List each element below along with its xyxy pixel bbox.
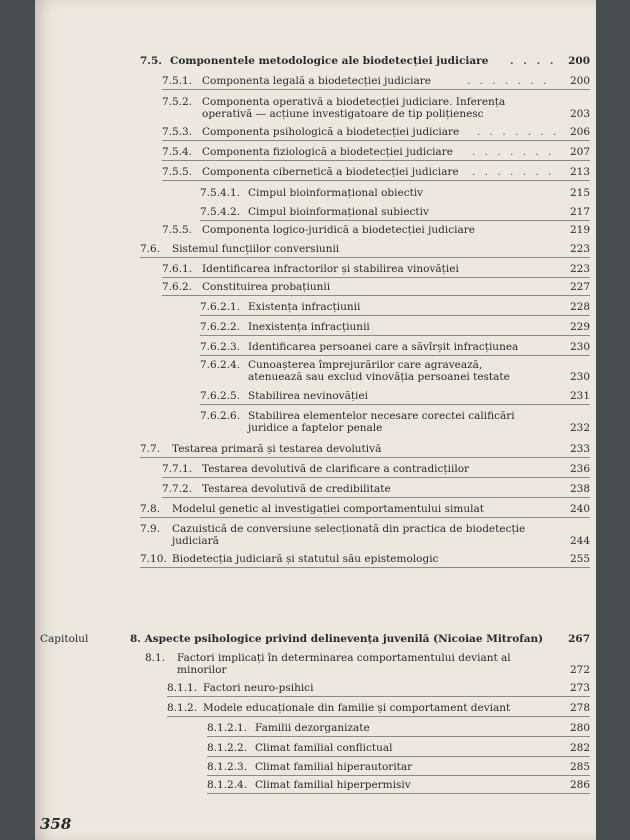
entry-number: 7.7.2.	[162, 483, 193, 495]
entry-number: 7.5.5.	[162, 166, 193, 178]
entry-number: 7.6.2.1.	[200, 301, 241, 313]
entry-number: 7.6.2.4.	[200, 359, 241, 371]
entry-number: 7.9.	[140, 523, 161, 535]
entry-title: Constituirea probațiunii	[202, 281, 331, 293]
toc-entry	[162, 96, 590, 122]
entry-number: 8.1.1.	[167, 682, 198, 694]
entry-number: 7.5.4.2.	[200, 206, 241, 218]
entry-title: Componenta psihologică a biodetecției judiciare	[202, 126, 460, 138]
entry-title: Componenta operativă a biodetecției judiciare. Inferența operativă — acțiune investigatoare de tip polițienesc	[202, 96, 506, 120]
toc-entry	[207, 779, 590, 794]
entry-page: 286	[569, 779, 590, 791]
chapter-label: Capitolul	[40, 633, 89, 645]
entry-page: 229	[569, 321, 590, 333]
entry-title: Existența infracțiunii	[248, 301, 361, 313]
entry-title: Testarea devolutivă de credibilitate	[202, 483, 391, 495]
entry-number: 7.5.1.	[162, 75, 193, 87]
toc-entry	[140, 503, 590, 518]
toc-entry	[162, 463, 590, 478]
leader-dots: . . . . . . .	[472, 146, 555, 158]
entry-number: 7.6.	[140, 243, 161, 255]
entry-number: 7.5.4.	[162, 146, 193, 158]
toc-entry	[207, 742, 590, 757]
chapter-title: 8. Aspecte psihologice privind delinevența juvenilă (Nicoiae Mitrofan)	[130, 633, 544, 645]
entry-title: Modelul genetic al investigației comportamentului simulat	[172, 503, 484, 515]
entry-title: Componenta cibernetică a biodetecției judiciare	[202, 166, 459, 178]
entry-title: Componenta legală a biodetecției judiciare	[202, 75, 431, 87]
entry-title: Testarea devolutivă de clarificare a contradicțiilor	[202, 463, 470, 475]
entry-page: 213	[569, 166, 590, 178]
entry-number: 7.5.	[140, 55, 162, 67]
entry-title: Componenta fiziologică a biodetecției judiciare	[202, 146, 453, 158]
entry-number: 8.1.	[145, 652, 166, 664]
entry-number: 8.1.2.1.	[207, 722, 248, 734]
toc-entry	[145, 652, 590, 678]
entry-page: 223	[569, 243, 590, 255]
entry-title: Biodetecția judiciară și statutul său epistemologic	[172, 553, 439, 565]
entry-title: Stabilirea elementelor necesare corectei calificări juridice a faptelor penale	[248, 410, 515, 434]
entry-page: 273	[569, 682, 590, 694]
entry-number: 7.8.	[140, 503, 161, 515]
entry-page: 207	[569, 146, 590, 158]
entry-number: 8.1.2.2.	[207, 742, 248, 754]
entry-title: Familii dezorganizate	[255, 722, 370, 734]
entry-number: 7.5.3.	[162, 126, 193, 138]
toc-entry	[200, 410, 590, 436]
entry-title: Cazuistică de conversiune selecționată din practica de biodetecție judiciară	[172, 523, 526, 547]
entry-number: 7.5.4.1.	[200, 187, 241, 199]
toc-entry	[200, 187, 590, 201]
leader-dots: . . . . . . .	[467, 75, 550, 87]
entry-page: 244	[569, 535, 590, 547]
entry-title: Climat familial hiperautoritar	[255, 761, 413, 773]
entry-page: 233	[569, 443, 590, 455]
entry-title: Modele educaționale din familie și comportament deviant	[203, 702, 511, 714]
entry-page: 230	[569, 341, 590, 353]
entry-title: Componenta logico-juridică a biodetecției judiciare	[202, 224, 475, 236]
entry-page: 280	[569, 722, 590, 734]
leader-dots: . . . . . . .	[477, 126, 560, 138]
entry-number: 8.1.2.4.	[207, 779, 248, 791]
toc-entry	[207, 722, 590, 737]
toc-entry	[167, 682, 590, 697]
toc-entry	[140, 243, 590, 258]
toc-entry	[200, 301, 590, 316]
entry-page: 217	[569, 206, 590, 218]
entry-page: 236	[569, 463, 590, 475]
entry-number: 7.6.1.	[162, 263, 193, 275]
entry-number: 7.6.2.6.	[200, 410, 241, 422]
toc-entry	[140, 553, 590, 568]
entry-page: 227	[569, 281, 590, 293]
entry-title: Stabilirea nevinovăției	[248, 390, 368, 402]
toc-entry	[140, 523, 590, 549]
entry-number: 7.10.	[140, 553, 167, 565]
entry-page: 232	[569, 422, 590, 434]
entry-page: 228	[569, 301, 590, 313]
entry-title: Identificarea infractorilor și stabilirea vinovăției	[202, 263, 459, 275]
entry-page: 215	[569, 187, 590, 199]
entry-title: Componentele metodologice ale biodetecției judiciare	[170, 55, 489, 67]
entry-title: Factori neuro-psihici	[203, 682, 314, 694]
entry-page: 219	[569, 224, 590, 236]
entry-page: 200	[569, 75, 590, 87]
entry-number: 7.7.1.	[162, 463, 193, 475]
entry-page: 240	[569, 503, 590, 515]
toc-entry	[200, 359, 590, 385]
entry-title: Factori implicați în determinarea comportamentului deviant al minorilor	[177, 652, 511, 676]
entry-number: 8.1.2.3.	[207, 761, 248, 773]
entry-number: 7.6.2.5.	[200, 390, 241, 402]
entry-number: 7.6.2.3.	[200, 341, 241, 353]
entry-number: 7.6.2.	[162, 281, 193, 293]
toc-entry	[162, 483, 590, 498]
entry-page: 255	[569, 553, 590, 565]
entry-number: 7.5.2.	[162, 96, 193, 108]
entry-number: 7.7.	[140, 443, 161, 455]
toc-entry	[167, 702, 590, 717]
toc-entry	[200, 341, 590, 356]
entry-page: 230	[569, 371, 590, 383]
page-number: 358	[40, 815, 72, 833]
toc-entry	[162, 126, 590, 141]
entry-number: 7.5.5.	[162, 224, 193, 236]
entry-title: Climat familial conflictual	[255, 742, 393, 754]
toc-entry	[162, 281, 590, 296]
toc-entry	[162, 75, 590, 90]
toc-entry	[207, 761, 590, 776]
entry-page: 278	[569, 702, 590, 714]
leader-dots: . . . .	[510, 55, 557, 67]
toc-entry	[200, 206, 590, 221]
entry-page: 206	[569, 126, 590, 138]
toc-entry	[200, 390, 590, 405]
entry-page: 231	[569, 390, 590, 402]
entry-title: Testarea primară și testarea devolutivă	[172, 443, 382, 455]
book-page	[35, 0, 596, 840]
entry-page: 285	[569, 761, 590, 773]
toc-entry	[140, 443, 590, 458]
chapter-heading	[130, 633, 590, 647]
entry-title: Cunoașterea împrejurărilor care agravează, atenuează sau exclud vinovăția persoanei testate	[248, 359, 510, 383]
entry-page: 223	[569, 263, 590, 275]
entry-title: Climat familial hiperpermisiv	[255, 779, 411, 791]
entry-title: Cimpul bioinformațional obiectiv	[248, 187, 424, 199]
toc-entry	[162, 224, 590, 238]
toc-entry	[140, 55, 590, 69]
toc-entry	[162, 146, 590, 161]
entry-page: 203	[569, 108, 590, 120]
entry-page: 282	[569, 742, 590, 754]
entry-title: Cimpul bioinformațional subiectiv	[248, 206, 429, 218]
entry-title: Sistemul funcțiilor conversiunii	[172, 243, 340, 255]
entry-number: 7.6.2.2.	[200, 321, 241, 333]
entry-title: Identificarea persoanei care a săvîrșit infracțiunea	[248, 341, 519, 353]
toc-entry	[200, 321, 590, 336]
chapter-page: 267	[568, 633, 590, 645]
entry-page: 200	[568, 55, 590, 67]
toc-entry	[162, 166, 590, 181]
entry-page: 238	[569, 483, 590, 495]
entry-title: Inexistența infracțiunii	[248, 321, 370, 333]
entry-number: 8.1.2.	[167, 702, 198, 714]
entry-page: 272	[569, 664, 590, 676]
toc-entry	[162, 263, 590, 278]
leader-dots: . . . . . . .	[472, 166, 555, 178]
